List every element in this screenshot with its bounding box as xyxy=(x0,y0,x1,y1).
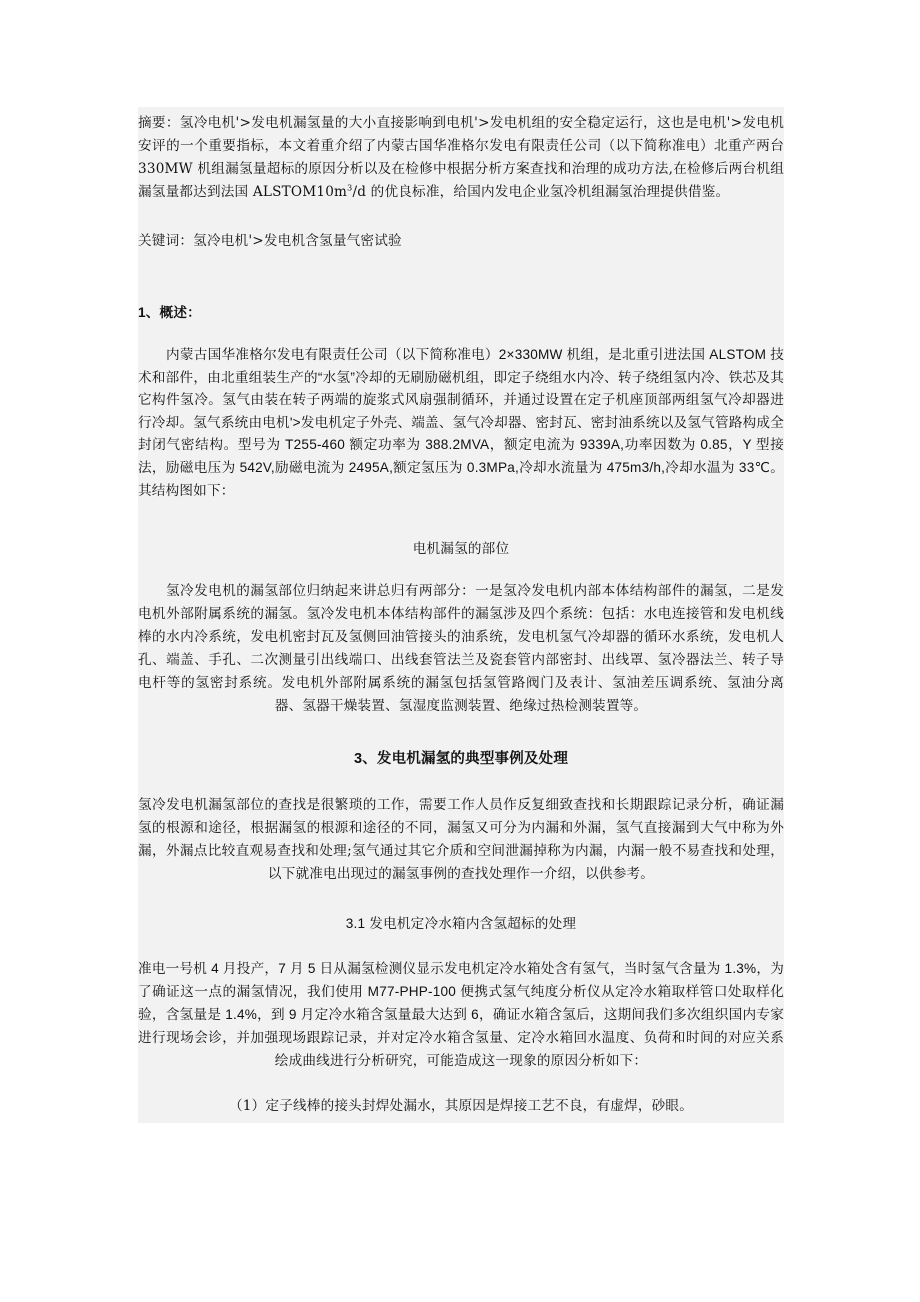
abstract-text-end: /d 的优良标准，给国内发电企业氢冷机组漏氢治理提供借鉴。 xyxy=(352,184,730,200)
section-3-1-paragraph: 准电一号机 4 月投产，7 月 5 日从漏氢检测仪显示发电机定冷水箱处含有氢气，当时氢气含量为 1.3%，为了确证这一点的漏氢情况，我们使用 M77-PHP-100 便携式氢气纯度分析仪从定冷水箱取样管口处取样化验，含氢量是 1.4%，到 9 月定冷水箱含氢量最大达到 6，确证水箱含氢后，这期间我们多次组织国内专家进行现场会诊，并加强现场跟踪记录，并对定冷水箱含氢量、定冷水箱回水温度、负荷和时间的对应关系绘成曲线进行分析研究，可能造成这一现象的原因分析如下： xyxy=(138,961,784,1068)
section-3-paragraph: 氢冷发电机漏氢部位的查找是很繁琐的工作，需要工作人员作反复细致查找和长期跟踪记录分析，确证漏氢的根源和途径，根据漏氢的根源和途径的不同，漏氢又可分为内漏和外漏，氢气直接漏到大气中称为外漏，外漏点比较直观易查找和处理;氢气通过其它介质和空间泄漏掉称为内漏，内漏一般不易查找和处理，以下就准电出现过的漏氢事例的查找处理作一介绍，以供参考。 xyxy=(138,797,784,882)
abstract-text: 摘要：氢冷电机'>发电机漏氢量的大小直接影响到电机'>发电机组的安全稳定运行，这也是电机'>发电机安评的一个重要指标，本文着重介绍了内蒙古国华准格尔发电有限责任公司（以下简称准电）北重产两台330MW 机组漏氢量超标的原因分析以及在检修中根据分析方案查找和治理的成功方法,在检修后两台机组漏氢量都达到法国 ALSTOM10m xyxy=(138,115,784,200)
section-1-paragraph: 内蒙古国华准格尔发电有限责任公司（以下简称准电）2×330MW 机组，是北重引进法国 ALSTOM 技术和部件，由北重组装生产的“水氢”冷却的无刷励磁机组，即定子绕组水内冷、转子绕组氢内冷、铁芯及其它构件氢冷。氢气由装在转子两端的旋浆式风扇强制循环，并通过设置在定子机座顶部两组氢气冷却器进行冷却。氢气系统由电机'>发电机定子外壳、端盖、氢气冷却器、密封瓦、密封油系统以及氢气管路构成全封闭气密结构。型号为 T255-460 额定功率为 388.2MVA，额定电流为 9339A,功率因数为 0.85，Y 型接法，励磁电压为 542V,励磁电流为 2495A,额定氢压为 0.3MPa,冷却水流量为 475m3/h,冷却水温为 33℃。其结构图如下： xyxy=(138,347,784,498)
cause-item-1: （1）定子线棒的接头封焊处漏水，其原因是焊接工艺不良，有虚焊，砂眼。 xyxy=(228,1098,694,1114)
keywords: 关键词：氢冷电机'>发电机含氢量气密试验 xyxy=(138,233,402,249)
section-3-heading: 3、发电机漏氢的典型事例及处理 xyxy=(353,751,569,767)
section-3-1-heading: 3.1 发电机定冷水箱内含氢超标的处理 xyxy=(345,916,577,931)
leak-locations-heading: 电机漏氢的部位 xyxy=(412,541,510,557)
section-1-heading: 1、概述： xyxy=(138,305,201,320)
abstract-superscript: 3 xyxy=(347,183,353,193)
abstract-paragraph xyxy=(138,112,784,204)
leak-locations-paragraph: 氢冷发电机的漏氢部位归纳起来讲总归有两部分：一是氢冷发电机内部本体结构部件的漏氢，二是发电机外部附属系统的漏氢。氢冷发电机本体结构部件的漏氢涉及四个系统：包括：水电连接管和发电机线棒的水内冷系统，发电机密封瓦及氢侧回油管接头的油系统，发电机氢气冷却器的循环水系统，发电机人孔、端盖、手孔、二次测量引出线端口、出线套管法兰及瓷套管内部密封、出线罩、氢冷器法兰、转子导电杆等的氢密封系统。发电机外部附属系统的漏氢包括氢管路阀门及表计、氢油差压调系统、氢油分离器、氢器干燥装置、氢湿度监测装置、绝缘过热检测装置等。 xyxy=(138,583,784,714)
